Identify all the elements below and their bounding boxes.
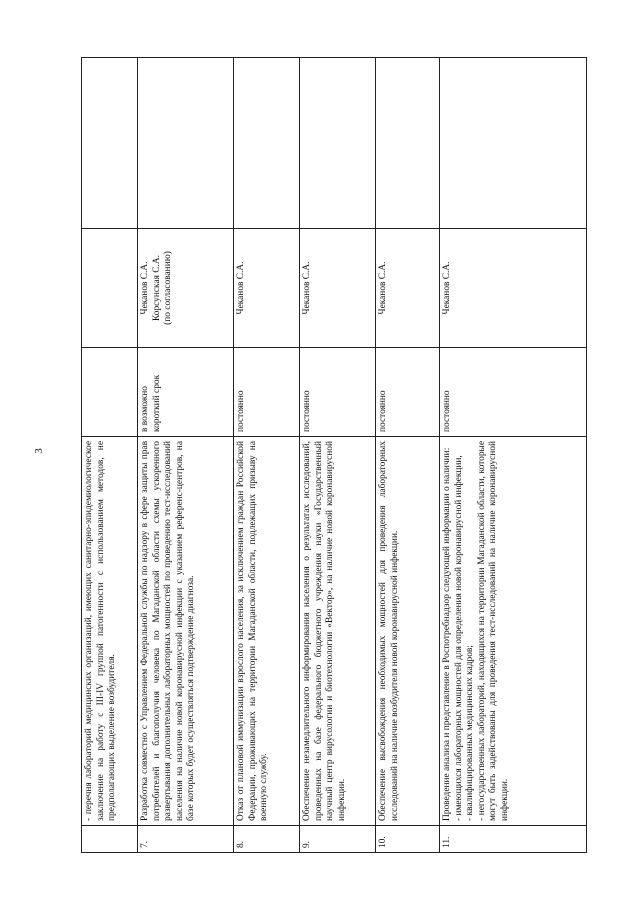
row-term: постоянно	[234, 348, 300, 437]
row-description: Обеспечение высвобождения необходимых мощностей для проведения лабораторных исследований на наличие возбудителя новой коронавирусной инфекции.	[376, 437, 440, 826]
responsible-line: Чеканов С.А.	[236, 261, 246, 315]
row-number: 11.	[440, 826, 587, 853]
description-line: - имеющихся лабораторных мощностей для определения новой коронавирусной инфекции,	[453, 455, 464, 821]
row-note	[376, 58, 440, 229]
row-responsible	[234, 229, 300, 348]
row-term: постоянно	[376, 348, 440, 437]
row-responsible	[440, 229, 587, 348]
table-row	[234, 58, 300, 853]
table-row	[376, 58, 440, 853]
row-number: 7.	[138, 826, 234, 853]
responsible-line: Чеканов С.А.	[140, 261, 150, 315]
row-number	[82, 826, 138, 853]
responsible-line: Чеканов С.А.	[302, 261, 312, 315]
row-number: 8.	[234, 826, 300, 853]
rotated-table-wrapper	[81, 57, 587, 853]
row-description: Обеспечение незамедлительного информирования населения о результатах исследований, проведенных на базе федерального бюджетного учреждения науки «Государственный научный центр вирусологии и биотехнологии «Вектор», на наличие новой коронавирусной инфекции.	[300, 437, 376, 826]
measures-table	[81, 57, 587, 853]
page-number: 3	[32, 448, 45, 454]
row-responsible	[138, 229, 234, 348]
row-term: в возможно короткий срок	[138, 348, 234, 437]
table-row	[300, 58, 376, 853]
row-note	[234, 58, 300, 229]
row-description: Разработка совместно с Управлением Федеральной службы по надзору в сфере защиты прав потребителей и благополучия человека по Магаданской области схемы ускоренного развертывания дополнительных лабораторных мощностей по проведению тест-исследований населения на наличие новой коронавирусной инфекции с указанием референс-центров, на базе которых будет осуществляться подтверждение диагноза.	[138, 437, 234, 826]
row-description: Отказ от плановой иммунизации взрослого населения, за исключением граждан Российской Федерации, проживающих на территории Магаданской области, подлежащих призыву на военную службу.	[234, 437, 300, 826]
row-number: 10.	[376, 826, 440, 853]
responsible-line: Корсунская С.А.	[151, 255, 162, 322]
responsible-line: Чеканов С.А.	[378, 261, 388, 315]
row-responsible	[376, 229, 440, 348]
description-line: - негосударственных лабораторий, находящихся на территории Магаданской области, которые могут быть задействованы для проведения тест-исследований на наличие коронавирусной инфекции.	[476, 441, 510, 821]
description-line: - квалифицированных медицинских кадров;	[465, 645, 476, 821]
row-responsible	[300, 229, 376, 348]
row-description	[440, 437, 587, 826]
responsible-line: (по согласованию)	[163, 251, 174, 325]
row-note	[300, 58, 376, 229]
row-responsible	[82, 229, 138, 348]
responsible-line: Чеканов С.А.	[442, 261, 452, 315]
row-term: постоянно	[300, 348, 376, 437]
row-note	[82, 58, 138, 229]
row-term: постоянно	[440, 348, 587, 437]
row-note	[138, 58, 234, 229]
row-note	[440, 58, 587, 229]
description-line: Проведение анализа и представление в Роспотребнадзор следующей информации о наличии:	[442, 447, 452, 821]
row-description: - перечня лабораторий медицинских организаций, имеющих санитарно-эпидемиологическое заключение на работу с III-IV группой патогенности с использованием методов, не предполагающих выделение возбудителя.	[82, 437, 138, 826]
table-row	[440, 58, 587, 853]
row-number: 9.	[300, 826, 376, 853]
table-row	[138, 58, 234, 853]
table-row	[82, 58, 138, 853]
row-term	[82, 348, 138, 437]
